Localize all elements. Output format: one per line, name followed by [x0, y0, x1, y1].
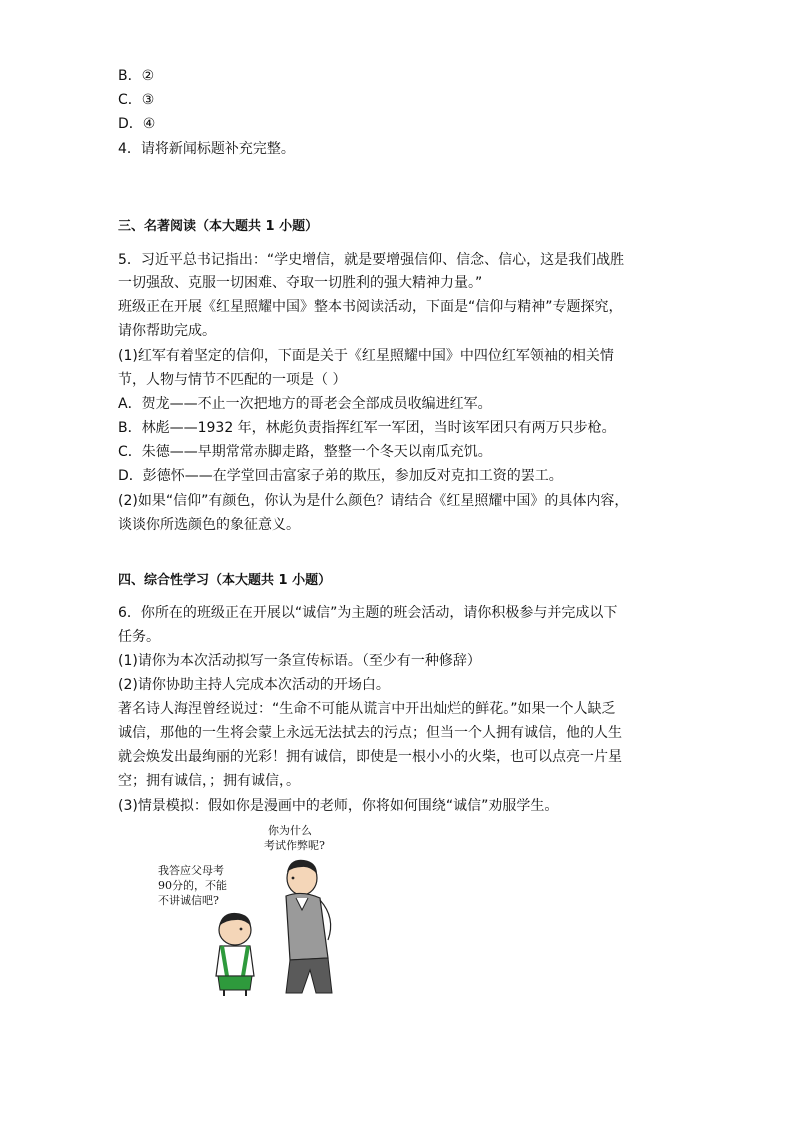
choice-a: A．贺龙——不止一次把地方的哥老会全部成员收编进红军。: [118, 396, 492, 412]
student-bubble-line-2: 90分的，不能: [158, 879, 227, 892]
question-5-line-4: 请你帮助完成。: [118, 323, 216, 339]
task-3: (3)情景模拟：假如你是漫画中的老师，你将如何围绕“诚信”劝服学生。: [118, 798, 559, 814]
sub-question-2-line-1: (2)如果“信仰”有颜色，你认为是什么颜色？请结合《红星照耀中国》的具体内容，: [118, 493, 629, 509]
speech-line-2: 诚信，那他的一生将会蒙上永远无法拭去的污点；但当一个人拥有诚信，他的人生: [118, 725, 622, 741]
question-5-line-3: 班级正在开展《红星照耀中国》整本书阅读活动，下面是“信仰与精神”专题探究，: [118, 299, 623, 315]
speech-line-3: 就会焕发出最绚丽的光彩！拥有诚信，即使是一根小小的火柴，也可以点亮一片星: [118, 749, 622, 765]
teacher-bubble-line-2: 考试作弊呢?: [264, 839, 325, 852]
teacher-figure: [286, 860, 332, 993]
sub-question-1-line-1: (1)红军有着坚定的信仰，下面是关于《红星照耀中国》中四位红军领袖的相关情: [118, 348, 614, 364]
teacher-bubble-line-1: 你为什么: [268, 824, 312, 837]
section-3-heading: 三、名著阅读（本大题共 1 小题）: [118, 219, 319, 234]
question-6-line-2: 任务。: [118, 629, 160, 645]
student-bubble-line-1: 我答应父母考: [158, 864, 224, 877]
sub-question-1-line-2: 节，人物与情节不匹配的一项是（ ）: [118, 372, 347, 388]
choice-d: D．彭德怀——在学堂回击富家子弟的欺压，参加反对克扣工资的罢工。: [118, 468, 563, 484]
choice-b: B．林彪——1932 年，林彪负责指挥红军一军团，当时该军团只有两万只步枪。: [118, 420, 616, 436]
speech-line-1: 著名诗人海涅曾经说过：“生命不可能从谎言中开出灿烂的鲜花。”如果一个人缺乏: [118, 701, 616, 717]
question-4: 4．请将新闻标题补充完整。: [118, 141, 295, 157]
question-5-line-1: 5．习近平总书记指出：“学史增信，就是要增强信仰、信念、信心，这是我们战胜: [118, 252, 625, 268]
sub-question-2-line-2: 谈谈你所选颜色的象征意义。: [118, 517, 300, 533]
speech-line-4: 空；拥有诚信，；拥有诚信，。: [118, 773, 300, 789]
student-bubble-line-3: 不讲诚信吧?: [158, 894, 219, 907]
task-1: (1)请你为本次活动拟写一条宣传标语。（至少有一种修辞）: [118, 653, 481, 669]
option-c: C．③: [118, 92, 155, 108]
question-6-line-1: 6．你所在的班级正在开展以“诚信”为主题的班会活动，请你积极参与并完成以下: [118, 605, 618, 621]
option-b: B．②: [118, 68, 155, 84]
choice-c: C．朱德——早期常常赤脚走路，整整一个冬天以南瓜充饥。: [118, 444, 492, 460]
question-5-line-2: 一切强敌、克服一切困难、夺取一切胜利的强大精神力量。”: [118, 275, 483, 291]
section-4-heading: 四、综合性学习（本大题共 1 小题）: [118, 573, 332, 588]
comic-illustration: [150, 818, 390, 998]
student-figure: [216, 913, 254, 996]
option-d: D．④: [118, 116, 156, 132]
task-2: (2)请你协助主持人完成本次活动的开场白。: [118, 677, 390, 693]
